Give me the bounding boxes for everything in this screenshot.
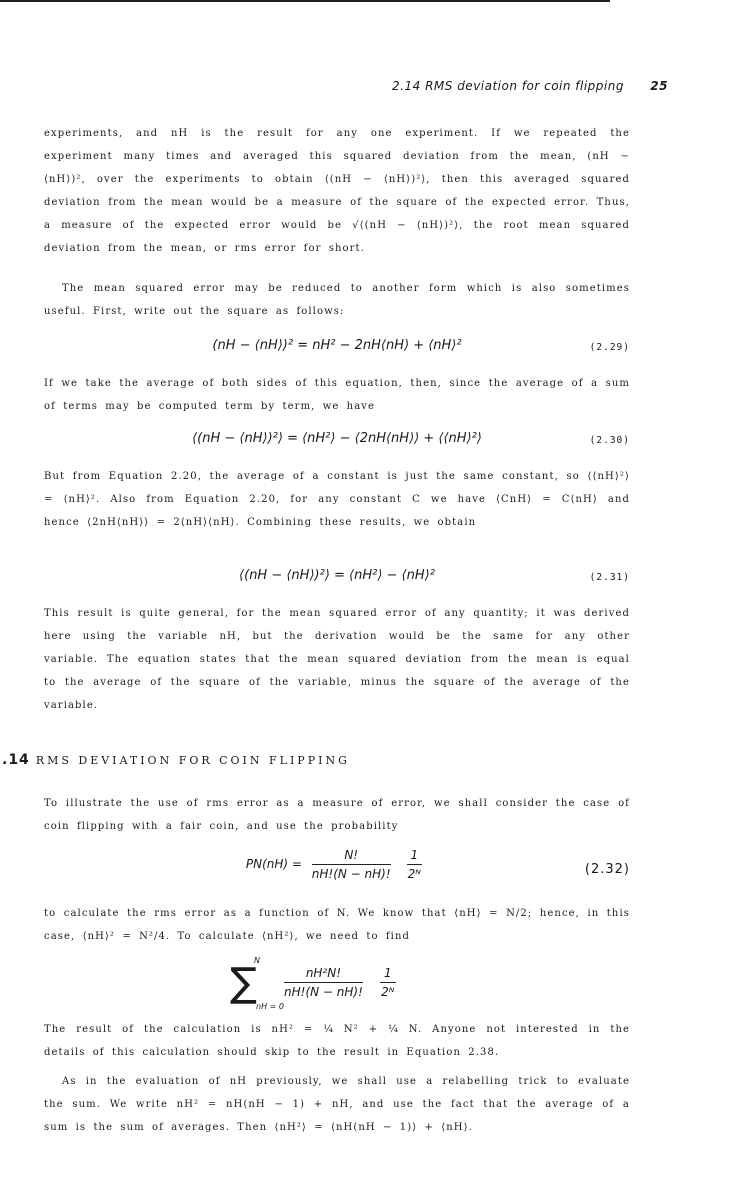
equation-body <box>44 848 630 881</box>
running-header <box>360 79 668 93</box>
sum-upper-limit: N <box>254 956 260 965</box>
sigma-symbol: ∑ <box>230 960 257 1006</box>
section-title: RMS DEVIATION FOR COIN FLIPPING <box>35 754 350 767</box>
equation-2-31 <box>44 564 630 594</box>
paragraph-8: The result of the calculation is nH² = ¼ N² + ¼ N. Anyone not interested in the details of this calculation should skip to the result in Equation 2.38. <box>44 1024 630 1058</box>
paragraph-1: experiments, and nH is the result for any one experiment. If we repeated the experiment many times and averaged this squared deviation from the mean, (nH − ⟨nH⟩)², over the experiments to obtain ⟨(nH − ⟨nH⟩)²⟩, then this averaged squared deviation from the mean would be a measure of the square of the expected error. Thus, a measure of the expected error would be √⟨(nH − ⟨nH⟩)²⟩, the root mean squared deviation from the mean, or rms error for short. <box>44 128 630 254</box>
equation-number: (2.30) <box>589 435 630 446</box>
summation-expression <box>230 958 460 1018</box>
equation-body: (nH − ⟨nH⟩)² = nH² − 2nH⟨nH⟩ + ⟨nH⟩² <box>212 338 462 353</box>
sum-lower-limit: nH = 0 <box>256 1002 284 1011</box>
denominator: nH!(N − nH)! <box>311 867 391 881</box>
denominator: 2ᴺ <box>407 867 421 881</box>
fraction <box>407 848 423 881</box>
denominator: 2ᴺ <box>381 985 395 999</box>
numerator: 1 <box>407 848 423 865</box>
numerator: N! <box>312 848 391 865</box>
paragraph-7: to calculate the rms error as a function of N. We know that ⟨nH⟩ = N/2; hence, in this case, ⟨nH⟩² = N²/4. To calculate ⟨nH²⟩, we need to find <box>44 908 630 942</box>
numerator: 1 <box>380 966 396 983</box>
equation-body: ⟨(nH − ⟨nH⟩)²⟩ = ⟨nH²⟩ − ⟨nH⟩² <box>239 568 435 583</box>
paragraph-6: To illustrate the use of rms error as a measure of error, we shall consider the case of coin flipping with a fair coin, and use the probability <box>44 798 630 832</box>
fraction <box>380 966 396 999</box>
numerator: nH²N! <box>284 966 363 983</box>
equation-lhs: PN(nH) = <box>245 857 302 871</box>
top-rule <box>0 0 610 2</box>
paragraph-4: But from Equation 2.20, the average of a constant is just the same constant, so ⟨⟨nH⟩²⟩ = ⟨nH⟩². Also from Equation 2.20, for any constant C we have ⟨CnH⟩ = C⟨nH⟩ and hence ⟨2nH⟨nH⟩⟩ = 2⟨nH⟩⟨nH⟩. Combining these results, we obtain <box>44 471 630 528</box>
equation-number: (2.32) <box>584 862 630 877</box>
paragraph-3: If we take the average of both sides of this equation, then, since the average of a sum of terms may be computed term by term, we have <box>44 378 630 412</box>
equation-2-30 <box>44 427 630 457</box>
paragraph-9: As in the evaluation of nH previously, we shall use a relabelling trick to evaluate the sum. We write nH² = nH(nH − 1) + nH, and use the fact that the average of a sum is the sum of averages. Then ⟨nH²⟩ = ⟨nH(nH − 1)⟩ + ⟨nH⟩. <box>44 1076 630 1133</box>
equation-number: (2.31) <box>589 572 630 583</box>
fraction <box>284 966 363 999</box>
equation-2-32 <box>44 848 630 896</box>
paragraph-5: This result is quite general, for the mean squared error of any quantity; it was derived here using the variable nH, but the derivation would be the same for any other variable. The equation states that the mean squared deviation from the mean is equal to the average of the square of the variable, minus the square of the average of the variable. <box>44 608 630 711</box>
equation-2-29 <box>44 334 630 364</box>
fraction <box>312 848 391 881</box>
paragraph-2: The mean squared error may be reduced to another form which is also sometimes useful. First, write out the square as follows: <box>44 283 630 317</box>
page-number: 25 <box>650 79 668 93</box>
section-heading <box>2 752 350 768</box>
equation-body: ⟨(nH − ⟨nH⟩)²⟩ = ⟨nH²⟩ − ⟨2nH⟨nH⟩⟩ + ⟨⟨nH⟩²⟩ <box>192 431 482 446</box>
running-title: 2.14 RMS deviation for coin flipping <box>392 79 624 93</box>
denominator: nH!(N − nH)! <box>284 985 363 999</box>
section-number: .14 <box>2 752 30 768</box>
equation-number: (2.29) <box>589 342 630 353</box>
